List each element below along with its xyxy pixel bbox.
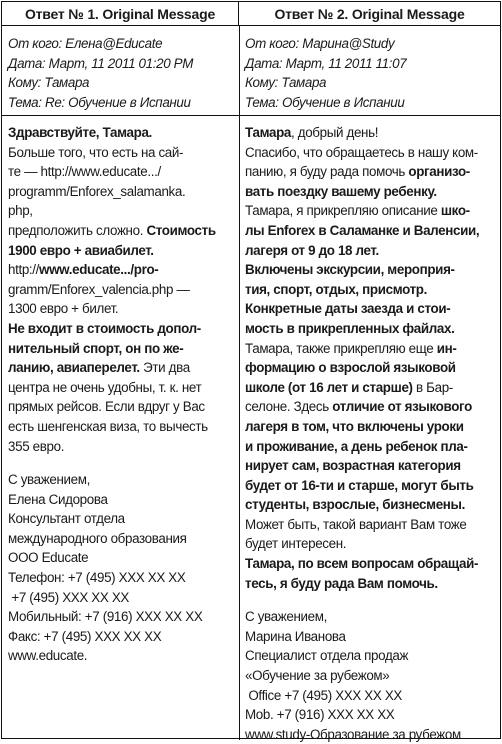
left-price-salamanca: 1900 евро + авиабилет.	[8, 242, 154, 258]
left-signature-line: Консультант отдела	[8, 511, 125, 527]
right-bold-line: будет от 16-ти и старше, могут быть	[245, 477, 474, 493]
left-body-line: центра не очень удобны, т. к. нет	[8, 379, 202, 395]
left-body-text: предположить сложно.	[8, 222, 144, 238]
right-signature-mobile: Mob. +7 (916) XXX XX XX	[245, 707, 395, 723]
left-price-valencia: 1300 евро + билет.	[8, 301, 119, 317]
right-bold-line: мость в прикрепленных файлах.	[245, 320, 455, 336]
left-subject: Тема: Re: Обучение в Испании	[8, 94, 191, 110]
right-bold-line: студенты, взрослые, бизнесмены.	[245, 497, 465, 513]
left-greeting: Здравствуйте, Тамара.	[8, 125, 152, 140]
left-body-line: есть шенгенская виза, то вычесть	[8, 418, 208, 434]
right-greeting-name: Тамара	[245, 125, 291, 140]
left-signature-phone: +7 (495) XXX XX XX	[8, 589, 129, 605]
right-body-text: селоне. Здесь	[245, 399, 333, 415]
right-signature-name: Марина Иванова	[245, 628, 346, 644]
right-bold-line: вать поездку вашему ребенку.	[245, 183, 437, 199]
left-signature-company: ООО Educate	[8, 550, 89, 566]
left-body-line: 355 евро.	[8, 438, 65, 454]
left-body-line: programm/Enforex_salamanka.	[8, 183, 186, 199]
left-email	[8, 26, 236, 664]
right-body-line: Может быть, такой вариант Вам тоже	[245, 516, 467, 532]
left-link-part: Enforex_valencia.php —	[51, 281, 190, 297]
left-signature-mobile: Мобильный: +7 (916) XXX XX XX	[8, 609, 203, 625]
right-bold-text: организо-	[408, 164, 470, 180]
left-bold-line: нительный спорт, он по же-	[8, 340, 184, 356]
right-bold-line: Тамара, по всем вопросам обращай-	[245, 556, 479, 572]
right-signature-line: Специалист отдела продаж	[245, 648, 409, 664]
right-bold-text: школе (от 16 лет и старше)	[245, 379, 413, 395]
left-body-line: php,	[8, 203, 33, 219]
right-bold-line: тесь, я буду рада Вам помочь.	[245, 575, 438, 591]
left-link-bold: www.educate.../pro-	[39, 262, 159, 278]
right-body-text: панию, я буду рада помочь	[245, 164, 409, 180]
left-price-label: Стоимость	[143, 222, 216, 238]
right-email-meta	[245, 26, 497, 112]
right-bold-line: лагеря в том, что включены уроки	[245, 418, 464, 434]
left-body-line: те — http://www.educate.../	[8, 164, 161, 180]
left-date: Дата: Март, 11 2011 01:20 PM	[8, 55, 194, 71]
right-greeting-text: , добрый день!	[291, 125, 379, 140]
right-bold-text: шко-	[440, 203, 470, 219]
left-body-text: Эти два	[139, 360, 190, 376]
left-bold-line: Не входит в стоимость допол-	[8, 320, 201, 336]
right-signature-department: «Обучение за рубежом»	[245, 668, 390, 684]
left-signature-website: www.educate.	[8, 648, 88, 664]
right-body-text: в Бар-	[412, 379, 453, 395]
right-bold-line: и проживание, а день ребенок пла-	[245, 438, 468, 454]
right-body-line: Спасибо, что обращаетесь в нашу ком-	[245, 144, 478, 160]
right-body-text: Тамара, я прикрепляю описание	[245, 203, 441, 219]
left-body-line: прямых рейсов. Если вдруг у Вас	[8, 399, 205, 415]
right-bold-text: ин-	[436, 340, 457, 356]
left-signature-fax: Факс: +7 (495) XXX XX XX	[8, 628, 162, 644]
left-from: От кого: Елена@Educate	[8, 36, 163, 51]
right-bold-line: Включены экскурсии, мероприя-	[245, 262, 455, 278]
right-signature-website: www.study-Образование за рубежом	[245, 726, 461, 742]
left-body-line: Больше того, что есть на сай-	[8, 144, 184, 160]
right-date: Дата: Март, 11 2011 11:07	[245, 55, 407, 71]
right-body-text: Тамара, также прикрепляю еще	[245, 340, 437, 356]
table-header-row	[2, 2, 500, 26]
left-link-part: http://	[8, 262, 40, 278]
left-signature-name: Елена Сидорова	[8, 491, 108, 507]
column-divider	[239, 26, 240, 740]
right-from: От кого: Марина@Study	[245, 36, 395, 51]
left-email-meta	[8, 26, 236, 112]
right-to: Кому: Тамара	[245, 75, 327, 91]
right-signature-line: С уважением,	[245, 609, 327, 625]
left-to: Кому: Тамара	[8, 75, 90, 91]
right-email	[245, 26, 497, 742]
right-bold-line: тия, спорт, отдых, присмотр.	[245, 281, 427, 297]
right-bold-line: лагеря от 9 до 18 лет.	[245, 242, 379, 258]
right-body-line: будет интересен.	[245, 536, 347, 552]
right-email-body	[245, 123, 479, 744]
right-bold-line: лы Enforex в Саламанке и Валенсии,	[245, 222, 480, 238]
left-meta-separator	[2, 115, 239, 116]
left-email-body	[8, 123, 216, 666]
left-link-part: gramm/	[8, 281, 52, 297]
right-bold-line: формацию о взрослой языковой	[245, 360, 456, 376]
right-subject: Тема: Обучение в Испании	[245, 94, 405, 110]
right-bold-text: отличие от языкового	[332, 399, 472, 415]
right-signature-office-phone: Office +7 (495) XXX XX XX	[245, 687, 403, 703]
right-meta-separator	[240, 115, 500, 116]
right-column-title: Ответ № 2. Original Message	[274, 5, 465, 22]
left-signature-phone: Телефон: +7 (495) XXX XX XX	[8, 570, 186, 586]
email-comparison-table	[1, 1, 501, 742]
left-signature-line: С уважением,	[8, 472, 90, 488]
right-bold-line: нирует сам, возрастная категория	[245, 458, 461, 474]
left-signature-line: международного образования	[8, 530, 187, 546]
left-column-title: Ответ № 1. Original Message	[2, 2, 239, 25]
right-bold-line: Конкретные даты заезда и стои-	[245, 301, 451, 317]
left-bold-line: ланию, авиаперелет.	[8, 360, 140, 376]
